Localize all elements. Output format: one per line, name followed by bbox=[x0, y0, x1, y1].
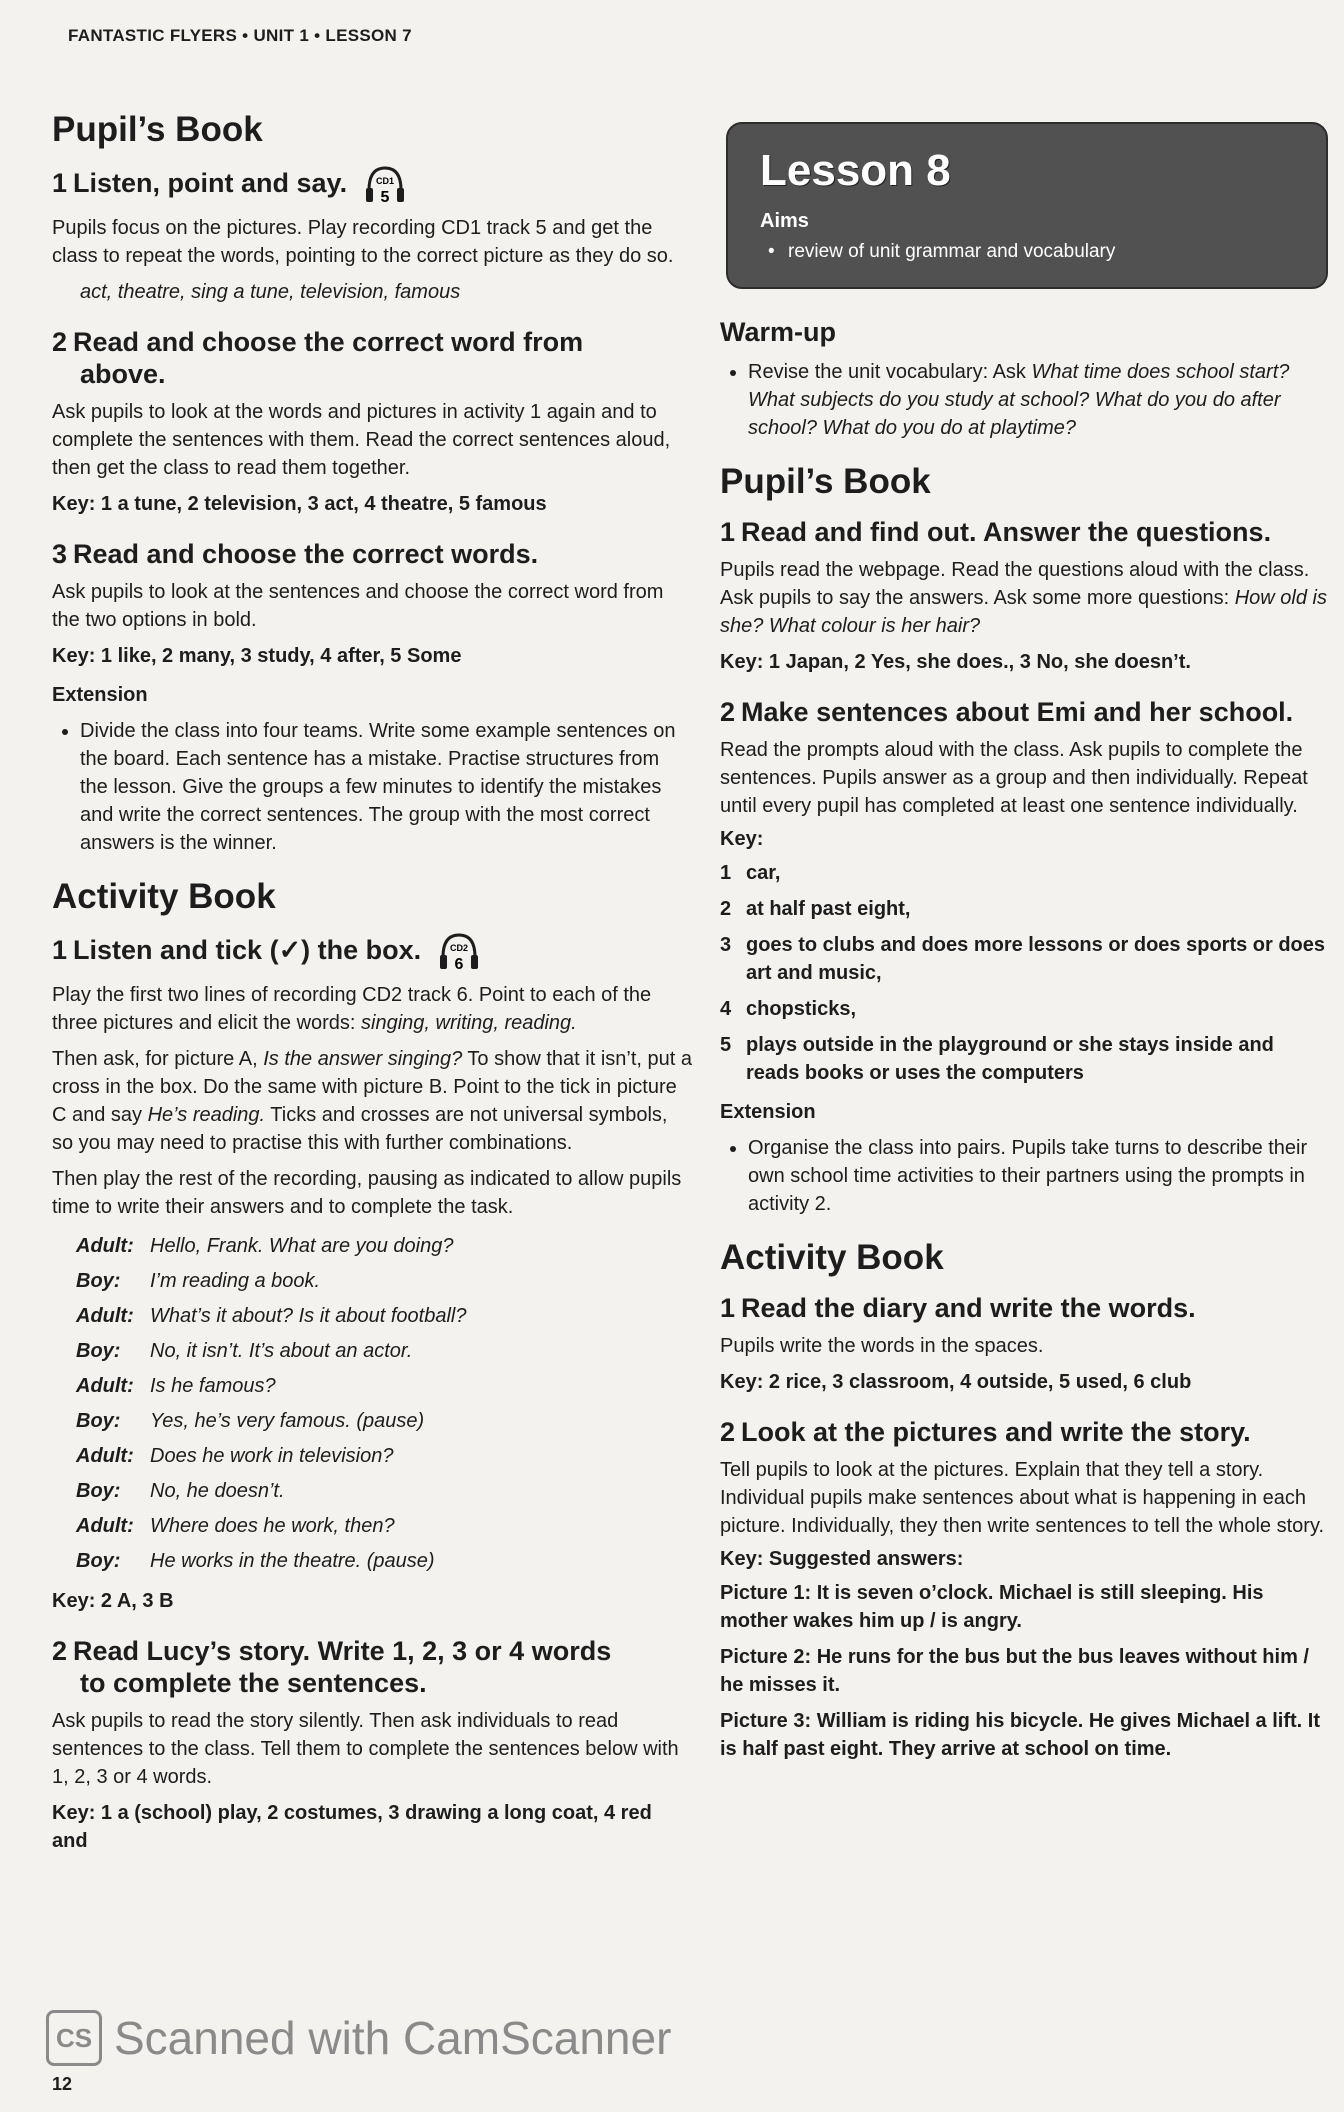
headphones-cd-icon bbox=[437, 931, 481, 973]
paragraph: Then play the rest of the recording, pausing as indicated to allow pupils time to write their answers and to complete the task. bbox=[52, 1168, 682, 1218]
aims-label: Aims bbox=[760, 210, 809, 232]
activity-instructions: Pupils read the webpage. Read the questions aloud with the class. Ask pupils to say the answers. Ask some more questions: How old is she? What colour is her hair? bbox=[720, 559, 1327, 637]
dialogue-line: Boy: I’m reading a book. bbox=[76, 1270, 321, 1292]
dialogue-line: Boy: He works in the theatre. (pause) bbox=[76, 1550, 435, 1572]
activity-heading: 3 Read and choose the correct words. bbox=[52, 539, 539, 569]
left-column bbox=[52, 110, 692, 1875]
key-heading: Key: Suggested answers: bbox=[720, 1548, 964, 1570]
activity-heading: 2 Look at the pictures and write the story. bbox=[720, 1417, 1251, 1447]
extension-list bbox=[52, 717, 692, 857]
answer-key: Key: 2 A, 3 B bbox=[52, 1590, 174, 1612]
warm-up-list bbox=[720, 358, 1328, 442]
activity-heading: 2 Read and choose the correct word from above. bbox=[52, 327, 584, 389]
activity-1-listen-point-say bbox=[52, 164, 692, 306]
answer-key-list bbox=[720, 859, 1328, 1087]
dialogue-line: Adult: Does he work in television? bbox=[76, 1445, 394, 1467]
activity-1-read-find-out bbox=[720, 516, 1328, 676]
activity-heading: 2 Read Lucy’s story. Write 1, 2, 3 or 4 words to complete the sentences. bbox=[52, 1636, 612, 1698]
headphones-cd-icon bbox=[363, 164, 407, 206]
pupils-book-heading: Pupil’s Book bbox=[720, 462, 931, 501]
answer-key: Key: 1 like, 2 many, 3 study, 4 after, 5 Some bbox=[52, 645, 462, 667]
camscanner-watermark bbox=[46, 2010, 671, 2066]
answer-key-item: 1 car, bbox=[720, 862, 781, 884]
activity-2-make-sentences bbox=[720, 696, 1328, 1218]
activity-instructions: Tell pupils to look at the pictures. Explain that they tell a story. Individual pupils make sentences about what is happening in each picture. Individually, they then write sentences to tell the whole story. bbox=[720, 1459, 1325, 1537]
pupils-book-heading: Pupil’s Book bbox=[52, 110, 263, 149]
activity-heading: 1 Listen and tick (✓) the box. CD2 6 bbox=[52, 931, 692, 973]
activity-instructions: Read the prompts aloud with the class. Ask pupils to complete the sentences. Pupils answer as a group and then individually. Repeat until every pupil has completed at least one sentence individually. bbox=[720, 739, 1308, 817]
activity-heading: 1 Listen, point and say. CD1 5 bbox=[52, 164, 692, 206]
dialogue-line: Adult: What’s it about? Is it about football? bbox=[76, 1305, 467, 1327]
dialogue-line: Boy: No, it isn’t. It’s about an actor. bbox=[76, 1340, 413, 1362]
extension-item: • Organise the class into pairs. Pupils take turns to describe their own school time activities to their partners using the prompts in activity 2. bbox=[748, 1134, 1328, 1218]
lesson-aims-box bbox=[726, 122, 1328, 289]
svg-text:CD2: CD2 bbox=[449, 943, 468, 953]
activity-3-read-choose-words bbox=[52, 538, 692, 857]
warm-up-section bbox=[720, 317, 1328, 442]
paragraph: Play the first two lines of recording CD2 track 6. Point to each of the three pictures and elicit the words: singing, writing, reading. bbox=[52, 984, 652, 1034]
running-header: FANTASTIC FLYERS • UNIT 1 • LESSON 7 bbox=[68, 26, 412, 45]
dialogue-line: Boy: No, he doesn’t. bbox=[76, 1480, 285, 1502]
activity-instructions: Ask pupils to look at the words and pictures in activity 1 again and to complete the sentences with them. Read the correct sentences aloud, then get the class to read them together. bbox=[52, 401, 671, 479]
svg-text:6: 6 bbox=[454, 956, 464, 973]
aims-item: • review of unit grammar and vocabulary bbox=[760, 241, 1294, 263]
camscanner-logo-icon: CS bbox=[46, 2010, 102, 2066]
activity-instructions: Pupils write the words in the spaces. bbox=[720, 1335, 1044, 1357]
ab-activity-1-listen-tick bbox=[52, 931, 692, 1615]
ab-activity-1-read-diary bbox=[720, 1292, 1328, 1396]
activity-instructions: Pupils focus on the pictures. Play recording CD1 track 5 and get the class to repeat the words, pointing to the correct picture as they do so. bbox=[52, 217, 674, 267]
picture-answer: Picture 3: William is riding his bicycle. He gives Michael a lift. It is half past eight. They arrive at school on time. bbox=[720, 1710, 1320, 1760]
answer-key-item: 4 chopsticks, bbox=[720, 998, 857, 1020]
answer-key-item: 5 plays outside in the playground or she stays inside and reads books or uses the computers bbox=[720, 1034, 1274, 1084]
page-number: 12 bbox=[52, 2074, 73, 2094]
dialogue-transcript bbox=[76, 1229, 692, 1579]
answer-key: Key: 1 a (school) play, 2 costumes, 3 drawing a long coat, 4 red and bbox=[52, 1802, 652, 1852]
paragraph: Then ask, for picture A, Is the answer singing? To show that it isn’t, put a cross in the box. Do the same with picture B. Point to the tick in picture C and say He’s reading. Ticks and crosses are not universal symbols, so you may need to practise this with further combinations. bbox=[52, 1048, 692, 1154]
watermark-text: Scanned with CamScanner bbox=[114, 2012, 672, 2064]
word-list: act, theatre, sing a tune, television, famous bbox=[80, 281, 461, 303]
picture-answer: Picture 1: It is seven o’clock. Michael is still sleeping. His mother wakes him up / is angry. bbox=[720, 1582, 1264, 1632]
warm-up-heading: Warm-up bbox=[720, 317, 836, 347]
activity-book-heading: Activity Book bbox=[720, 1238, 944, 1277]
picture-answer: Picture 2: He runs for the bus but the bus leaves without him / he misses it. bbox=[720, 1646, 1309, 1696]
dialogue-line: Adult: Where does he work, then? bbox=[76, 1515, 395, 1537]
activity-heading: 1 Read the diary and write the words. bbox=[720, 1293, 1196, 1323]
answer-key: Key: 1 a tune, 2 television, 3 act, 4 theatre, 5 famous bbox=[52, 493, 547, 515]
dialogue-line: Adult: Hello, Frank. What are you doing? bbox=[76, 1235, 454, 1257]
activity-heading: 2 Make sentences about Emi and her school. bbox=[720, 697, 1294, 727]
warm-up-item: • Revise the unit vocabulary: Ask What time does school start? What subjects do you study at school? What do you do after school? What do you do at playtime? bbox=[748, 358, 1328, 442]
activity-book-heading: Activity Book bbox=[52, 877, 276, 916]
svg-text:5: 5 bbox=[380, 189, 390, 206]
right-column bbox=[720, 110, 1328, 1783]
ab-activity-2-write-story bbox=[720, 1416, 1328, 1763]
key-heading: Key: bbox=[720, 828, 764, 850]
answer-key-item: 2 at half past eight, bbox=[720, 898, 911, 920]
activity-instructions: Ask pupils to read the story silently. Then ask individuals to read sentences to the class. Tell them to complete the sentences below with 1, 2, 3 or 4 words. bbox=[52, 1710, 679, 1788]
activity-2-read-choose-word bbox=[52, 326, 692, 518]
answer-key: Key: 1 Japan, 2 Yes, she does., 3 No, she doesn’t. bbox=[720, 651, 1191, 673]
svg-text:CD1: CD1 bbox=[375, 176, 394, 186]
extension-item: • Divide the class into four teams. Write some example sentences on the board. Each sentence has a mistake. Practise structures from the lesson. Give the groups a few minutes to identify the mistakes and write the correct sentences. The group with the most correct answers is the winner. bbox=[80, 717, 692, 857]
activity-heading: 1 Read and find out. Answer the questions. bbox=[720, 517, 1272, 547]
activity-instructions: Ask pupils to look at the sentences and choose the correct word from the two options in bold. bbox=[52, 581, 664, 631]
dialogue-line: Boy: Yes, he’s very famous. (pause) bbox=[76, 1410, 425, 1432]
extension-list bbox=[720, 1134, 1328, 1218]
answer-key-item: 3 goes to clubs and does more lessons or does sports or does art and music, bbox=[720, 934, 1326, 984]
answer-key: Key: 2 rice, 3 classroom, 4 outside, 5 used, 6 club bbox=[720, 1371, 1192, 1393]
extension-heading: Extension bbox=[720, 1101, 816, 1123]
ab-activity-2-lucys-story bbox=[52, 1635, 692, 1855]
dialogue-line: Adult: Is he famous? bbox=[76, 1375, 276, 1397]
extension-heading: Extension bbox=[52, 684, 148, 706]
lesson-title: Lesson 8 bbox=[760, 146, 951, 195]
